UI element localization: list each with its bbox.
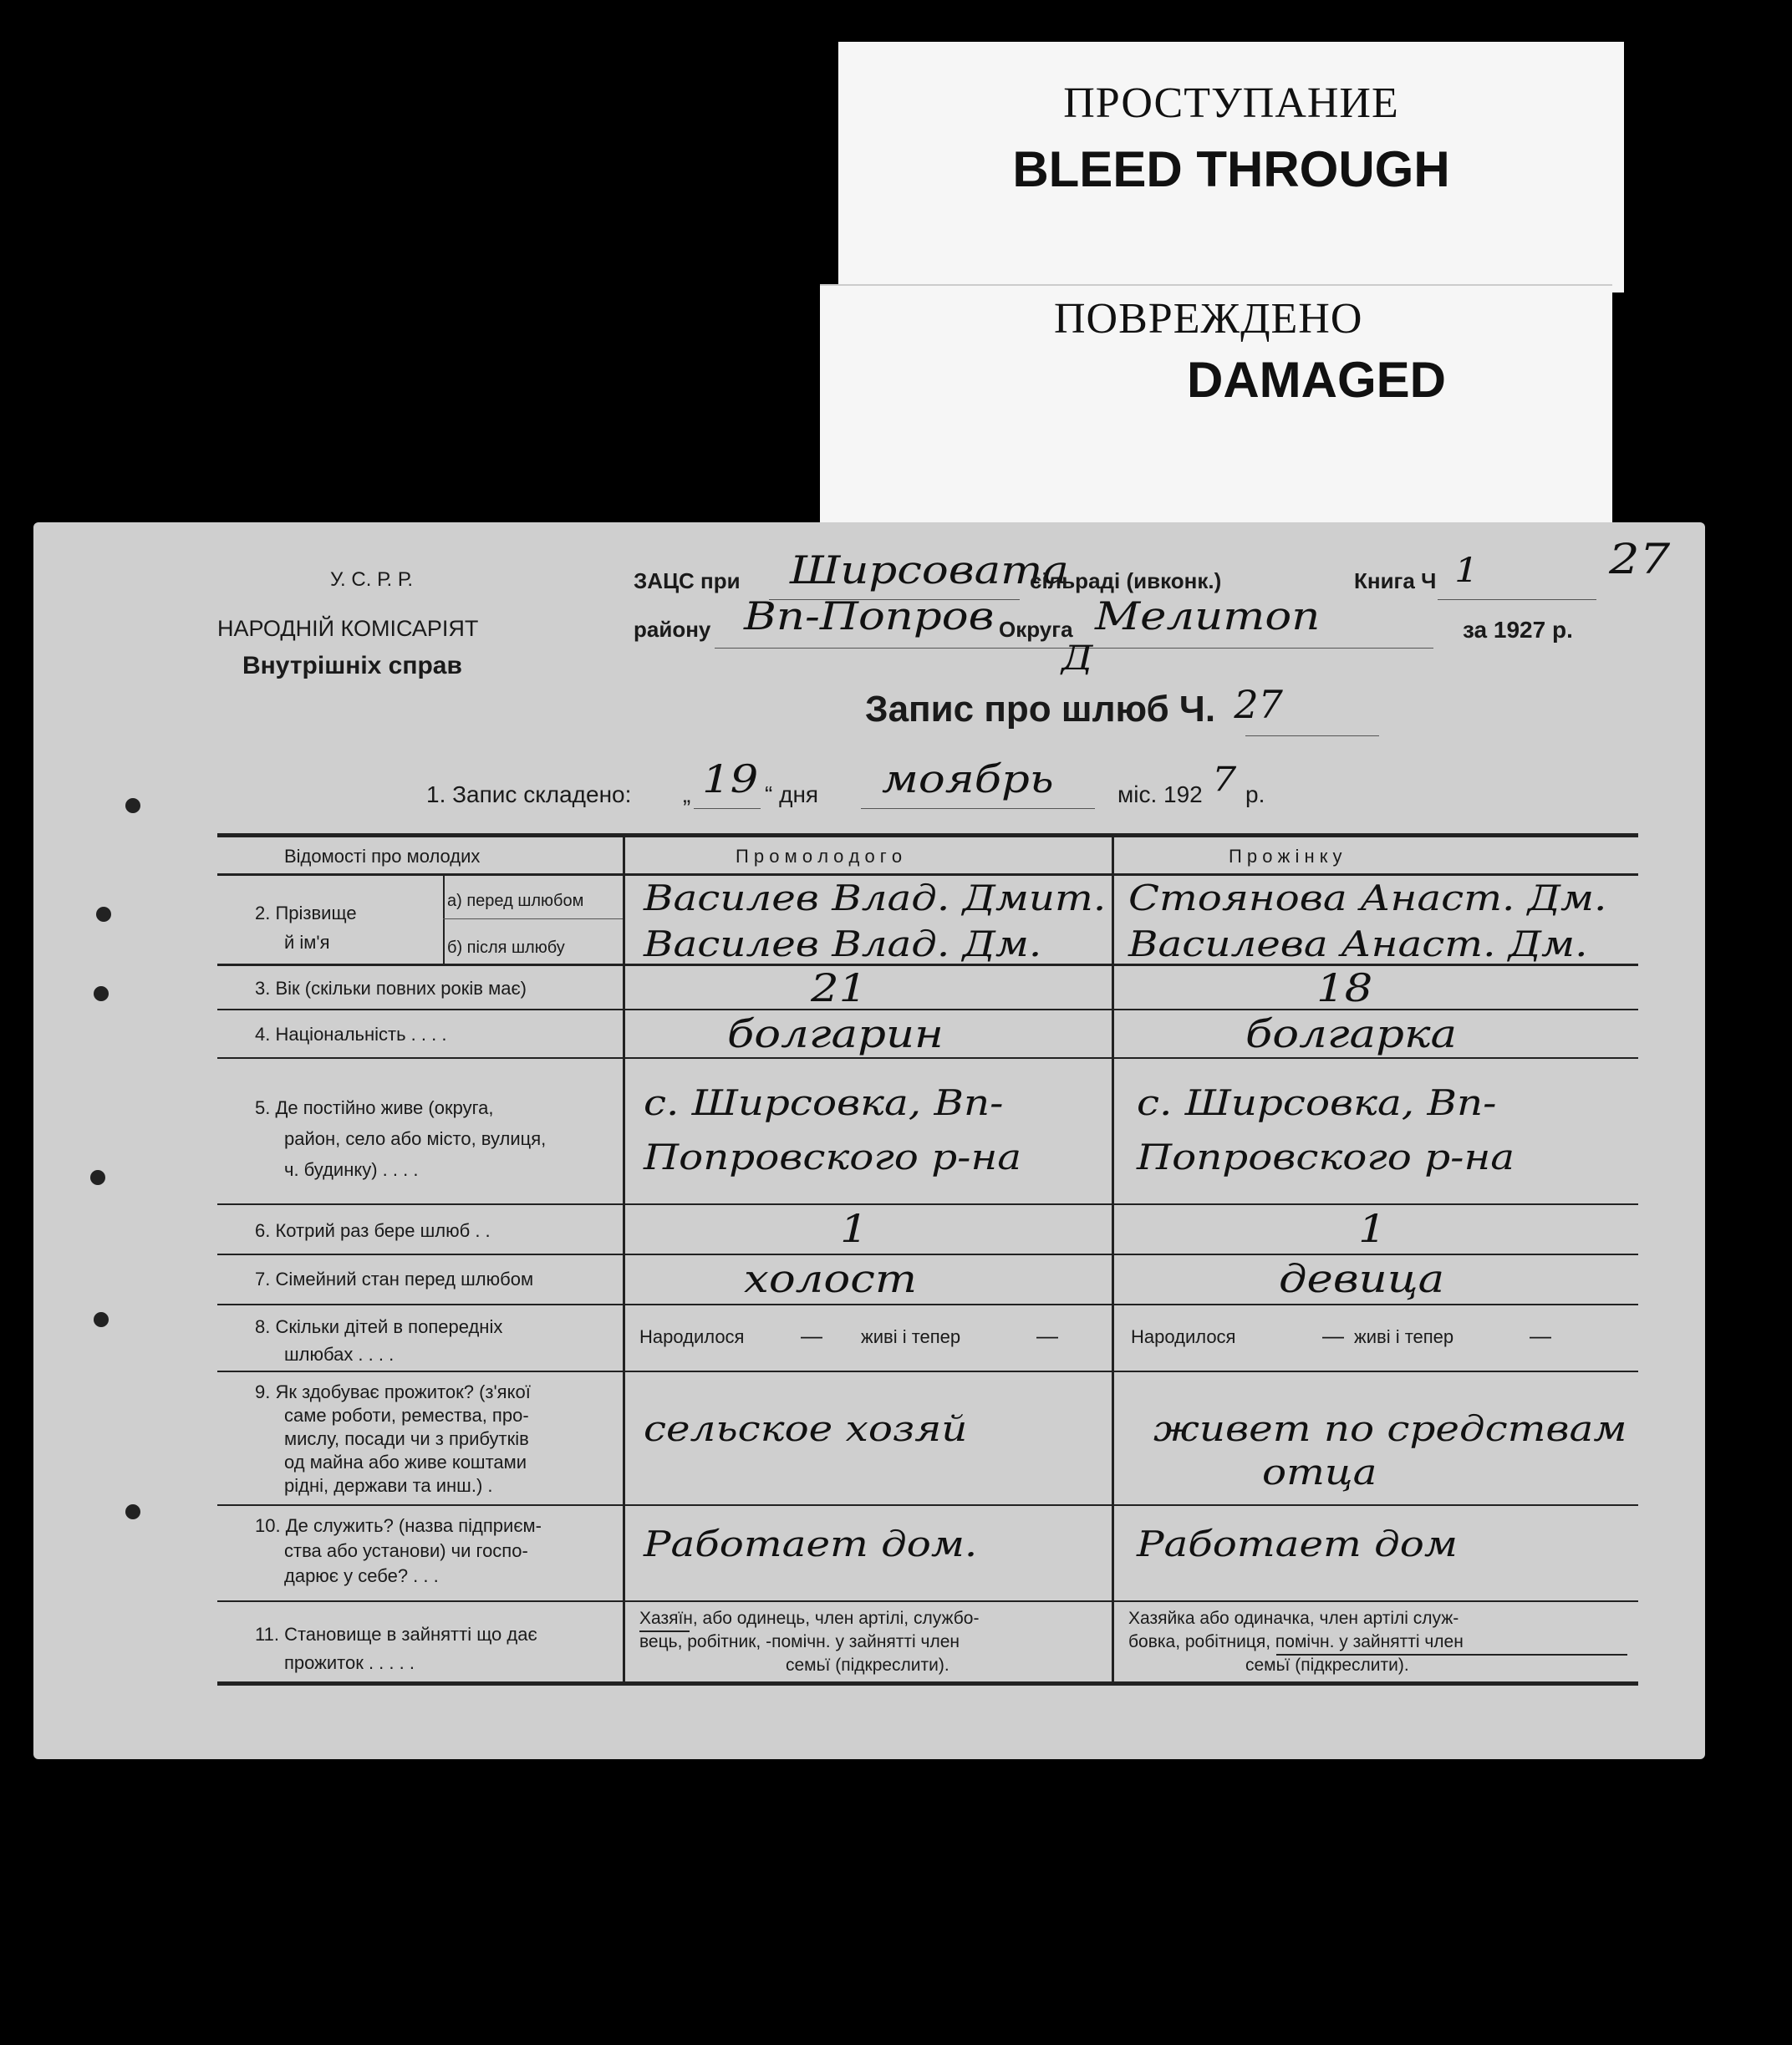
bride-position-2: бовка, робітниця, помічн. у зайнятті член bbox=[1128, 1632, 1464, 1651]
bride-alive-label: живі і тепер bbox=[1354, 1326, 1454, 1347]
nationality-label: 4. Національність . . . . bbox=[255, 1024, 447, 1045]
times-label: 6. Котрий раз бере шлюб . . bbox=[255, 1220, 491, 1241]
position-label-1: 11. Становище в зайнятті що дає bbox=[255, 1624, 537, 1645]
bride-name-after: Василева Анаст. Дм. bbox=[1128, 923, 1588, 964]
record-title bbox=[865, 682, 1283, 730]
income-label-3: мислу, посади чи з прибутків bbox=[284, 1428, 529, 1449]
table-top-border bbox=[217, 833, 1638, 837]
row-border bbox=[217, 1057, 1638, 1059]
groom-age: 21 bbox=[811, 965, 868, 1010]
day-underline bbox=[694, 808, 761, 809]
income-label-5: рідні, держави та инш.) . bbox=[284, 1475, 493, 1496]
header-info: Відомості про молодих bbox=[284, 846, 481, 867]
table-header-border bbox=[217, 873, 1638, 876]
header-bride: П р о ж і н к у bbox=[1229, 846, 1342, 867]
bride-times: 1 bbox=[1358, 1206, 1387, 1251]
name-label-2: й ім'я bbox=[284, 932, 330, 953]
commissariat-heading: НАРОДНІЙ КОМІСАРІЯТ bbox=[217, 616, 479, 641]
groom-residence-1: с. Ширсовка, Вп- bbox=[644, 1082, 1004, 1123]
before-marriage-label: а) перед шлюбом bbox=[447, 892, 584, 910]
compiled-day: 19 bbox=[702, 756, 759, 801]
damaged-label bbox=[820, 284, 1612, 528]
bride-born-value: — bbox=[1322, 1323, 1344, 1348]
damaged-ru: ПОВРЕЖДЕНО bbox=[1054, 295, 1363, 343]
bride-position-3: семьї (підкреслити). bbox=[1245, 1656, 1409, 1675]
row-border bbox=[217, 1371, 1638, 1372]
punch-hole-icon bbox=[125, 1504, 140, 1519]
bleed-through-label bbox=[838, 42, 1624, 293]
groom-born-label: Народилося bbox=[639, 1326, 745, 1347]
age-label: 3. Вік (скільки повних років має) bbox=[255, 978, 527, 999]
row-border bbox=[217, 1304, 1638, 1305]
groom-position-1: Хазяїн, або одинець, член артілі, службо- bbox=[639, 1609, 980, 1628]
damaged-en: DAMAGED bbox=[1187, 352, 1446, 408]
row-border bbox=[217, 1009, 1638, 1010]
punch-hole-icon bbox=[125, 798, 140, 813]
groom-residence-2: Попровского р-на bbox=[644, 1137, 1022, 1178]
residence-label-1: 5. Де постійно живе (округа, bbox=[255, 1097, 494, 1118]
work-label-2: ства або установи) чи госпо- bbox=[284, 1540, 528, 1561]
month-underline bbox=[861, 808, 1095, 809]
okrug-value: Мелитоп bbox=[1095, 593, 1321, 638]
groom-alive-label: живі і тепер bbox=[861, 1326, 961, 1347]
quote-open: „ bbox=[683, 781, 691, 807]
groom-position-2: вець, робітник, -помічн. у зайнятті член bbox=[639, 1632, 960, 1651]
okrug-label: Округа bbox=[999, 617, 1073, 642]
stamp-mark: Д bbox=[1061, 639, 1093, 678]
bride-alive-value: — bbox=[1530, 1323, 1551, 1348]
residence-label-2: район, село або місто, вулиця, bbox=[284, 1128, 547, 1149]
book-underline bbox=[1438, 599, 1596, 600]
book-label: Книга Ч bbox=[1354, 568, 1437, 593]
groom-name-after: Василев Влад. Дм. bbox=[644, 923, 1042, 964]
quote-close-day: “ дня bbox=[765, 781, 819, 807]
groom-position-3: семьї (підкреслити). bbox=[786, 1656, 949, 1675]
name-subrow-divider bbox=[443, 918, 623, 919]
table-bottom-border bbox=[217, 1681, 1638, 1686]
internal-affairs-heading: Внутрішніх справ bbox=[242, 652, 462, 679]
bleed-through-en: BLEED THROUGH bbox=[1012, 141, 1450, 197]
status-label: 7. Сімейний стан перед шлюбом bbox=[255, 1269, 534, 1290]
compiled-label: 1. Запис складено: bbox=[426, 781, 632, 807]
row-border bbox=[217, 1600, 1638, 1602]
name-label: 2. Прізвище bbox=[255, 903, 357, 923]
bride-work: Работает дом bbox=[1137, 1524, 1458, 1564]
groom-name-before: Василев Влад. Дмит. bbox=[644, 878, 1107, 918]
record-number-underline bbox=[1245, 735, 1379, 736]
bride-position-1: Хазяйка або одиначка, член артілі служ- bbox=[1128, 1609, 1459, 1628]
groom-nationality: болгарин bbox=[727, 1011, 944, 1056]
bride-age: 18 bbox=[1316, 965, 1373, 1010]
children-label-2: шлюбах . . . . bbox=[284, 1344, 395, 1365]
year-suffix: р. bbox=[1245, 781, 1265, 807]
position-label-2: прожиток . . . . . bbox=[284, 1652, 415, 1673]
selrada-label: сільраді (ивконк.) bbox=[1030, 568, 1222, 593]
punch-hole-icon bbox=[96, 907, 111, 922]
income-label-4: од майна або живе коштами bbox=[284, 1452, 527, 1473]
groom-work: Работает дом. bbox=[644, 1524, 978, 1564]
groom-alive-value: — bbox=[1036, 1323, 1058, 1348]
work-label-1: 10. Де служить? (назва підприєм- bbox=[255, 1515, 542, 1536]
bride-income-1: живет по средствам bbox=[1153, 1408, 1627, 1449]
punch-hole-icon bbox=[94, 1312, 109, 1327]
column-divider-right bbox=[1112, 833, 1114, 1686]
bride-name-before: Стоянова Анаст. Дм. bbox=[1128, 878, 1607, 918]
income-label-2: саме роботи, ремества, про- bbox=[284, 1405, 529, 1426]
zags-value: Ширсовата bbox=[790, 547, 1069, 593]
groom-owner-underline bbox=[639, 1630, 690, 1632]
bride-underline bbox=[1276, 1654, 1627, 1656]
groom-times: 1 bbox=[840, 1206, 868, 1251]
work-label-3: дарює у себе? . . . bbox=[284, 1565, 439, 1586]
row-border bbox=[217, 1203, 1638, 1205]
page-number-mark: 27 bbox=[1609, 535, 1671, 583]
bride-born-label: Народилося bbox=[1131, 1326, 1236, 1347]
bride-status: девица bbox=[1279, 1256, 1445, 1301]
residence-label-3: ч. будинку) . . . . bbox=[284, 1159, 419, 1180]
district-label: району bbox=[634, 617, 711, 642]
bride-income-2: отца bbox=[1262, 1452, 1377, 1493]
ussr-heading: У. С. Р. Р. bbox=[330, 568, 414, 591]
compiled-year-digit: 7 bbox=[1212, 761, 1237, 799]
zags-label: ЗАЦС при bbox=[634, 568, 741, 593]
groom-born-value: — bbox=[801, 1323, 822, 1348]
children-label-1: 8. Скільки дітей в попередніх bbox=[255, 1316, 503, 1337]
row-border bbox=[217, 1504, 1638, 1506]
bride-residence-2: Попровского р-на bbox=[1137, 1137, 1515, 1178]
district-value: Вп-Попров bbox=[744, 593, 995, 638]
punch-hole-icon bbox=[94, 986, 109, 1001]
header-groom: П р о м о л о д о г о bbox=[736, 846, 903, 867]
record-title-text: Запис про шлюб Ч. bbox=[865, 689, 1216, 730]
year-label: за 1927 р. bbox=[1463, 617, 1573, 643]
bleed-through-ru: ПРОСТУПАНИЕ bbox=[1063, 79, 1399, 127]
row-border bbox=[217, 1254, 1638, 1255]
bride-residence-1: с. Ширсовка, Вп- bbox=[1137, 1082, 1497, 1123]
month-label: міс. 192 bbox=[1117, 781, 1203, 807]
book-value: 1 bbox=[1454, 552, 1479, 590]
bride-nationality: болгарка bbox=[1245, 1011, 1458, 1056]
groom-income: сельское хозяй bbox=[644, 1408, 968, 1449]
after-marriage-label: б) після шлюбу bbox=[447, 939, 565, 957]
record-number: 27 bbox=[1234, 682, 1283, 727]
column-divider-left bbox=[623, 833, 625, 1686]
compiled-month: моябрь bbox=[882, 756, 1054, 801]
income-label-1: 9. Як здобуває прожиток? (з'якої bbox=[255, 1381, 531, 1402]
groom-status: холост bbox=[744, 1256, 918, 1301]
punch-hole-icon bbox=[90, 1170, 105, 1185]
marriage-record-form bbox=[33, 522, 1705, 1759]
